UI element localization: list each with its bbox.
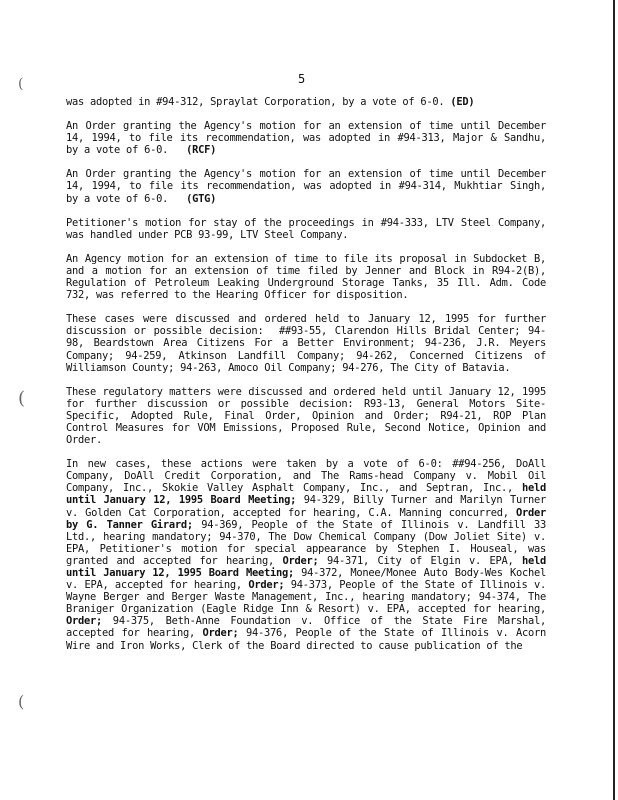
- margin-mark: (: [18, 692, 25, 711]
- text-run: An Order granting the Agency's motion for an extension of time until December 14, 1994, to file its recommendation, was adopted in #94-313, Major & Sandhu, by a vote of 6-0.: [66, 120, 553, 157]
- document-body: [66, 96, 553, 664]
- margin-mark: (: [18, 76, 24, 92]
- bold-text-run: (RCF): [186, 144, 217, 157]
- paragraph: [66, 216, 553, 241]
- scan-edge: [613, 0, 615, 800]
- text-run: An Agency motion for an extension of time to file its proposal in Subdocket B, and a motion for an extension of time filed by Jenner and Block in R94-2(B), Regulation of Petroleum Leaking Underground Storage Tanks, 35 Ill. Adm. Code 732, was referred to the Hearing Officer for disposition.: [66, 252, 553, 302]
- text-run: 94-376, People of the State of Illinois v. Acorn Wire and Iron Works, Clerk of the Board directed to cause publication of the: [66, 627, 553, 652]
- bold-text-run: held until January 12, 1995 Board Meeting;: [66, 554, 552, 579]
- bold-text-run: Order;: [282, 554, 319, 567]
- bold-text-run: Order by G. Tanner Girard;: [66, 506, 553, 531]
- page-number: 5: [298, 72, 306, 86]
- text-run: 94-375, Beth-Anne Foundation v. Office of the State Fire Marshal, accepted for hearing,: [66, 615, 553, 640]
- paragraph: [66, 120, 553, 157]
- paragraph: [66, 313, 553, 374]
- paragraph: [66, 252, 553, 302]
- bold-text-run: held until January 12, 1995 Board Meeting;: [66, 482, 553, 507]
- text-run: These regulatory matters were discussed and ordered held until January 12, 1995 for further discussion or possible decision: R93-13, General Motors Site-Specific, Adopted Rule, Final Order, Opinion and Order; R94-21, ROP Plan Control Measures for VOM Emissions, Proposed Rule, Second Notice, Opinion and Order.: [66, 385, 553, 447]
- text-run: 94-329, Billy Turner and Marilyn Turner v. Golden Cat Corporation, accepted for hearing, C.A. Manning concurred,: [66, 494, 553, 519]
- paragraph: [66, 385, 553, 447]
- bold-text-run: (ED): [450, 96, 475, 108]
- paragraph: [66, 168, 553, 205]
- bold-text-run: Order;: [66, 615, 103, 628]
- text-run: 94-373, People of the State of Illinois v. Wayne Berger and Berger Waste Management, Inc., hearing mandatory; 94-374, The Braniger Organization (Eagle Ridge Inn & Resort) v. EPA, accepted for hearing,: [66, 579, 553, 616]
- text-run: 94-372, Monee/Monee Auto Body-Wes Kochel v. EPA, accepted for hearing,: [66, 567, 553, 592]
- text-run: was adopted in #94-312, Spraylat Corporation, by a vote of 6-0.: [66, 96, 451, 108]
- paragraph: [66, 96, 546, 108]
- text-run: An Order granting the Agency's motion for an extension of time until December 14, 1994, to file its recommendation, was adopted in #94-314, Mukhtiar Singh, by a vote of 6-0.: [66, 168, 553, 205]
- text-run: These cases were discussed and ordered held to January 12, 1995 for further discussion or possible decision: ##93-55, Clarendon Hills Bridal Center; 94-98, Beardstown Area Citizens For a Better Environment; 94-236, J.R. Meyers Company; 94-259, Atkinson Landfill Company; 94-262, Concerned Citizens of Williamson County; 94-263, Amoco Oil Company; 94-276, The City of Batavia.: [66, 313, 553, 374]
- text-run: 94-371, City of Elgin v. EPA,: [318, 554, 522, 567]
- margin-mark: (: [18, 388, 26, 409]
- paragraph: [66, 458, 553, 652]
- text-run: In new cases, these actions were taken by a vote of 6-0: ##94-256, DoAll Company, DoAll Credit Corporation, and The Rams-head Company v. Mobil Oil Company, Inc., Skokie Valley Asphalt Company, Inc., and Septran, Inc.,: [66, 458, 553, 495]
- text-run: Petitioner's motion for stay of the proceedings in #94-333, LTV Steel Company, was handled under PCB 93-99, LTV Steel Company.: [66, 216, 553, 241]
- bold-text-run: Order;: [248, 579, 285, 592]
- text-run: 94-369, People of the State of Illinois v. Landfill 33 Ltd., hearing mandatory; 94-370, The Dow Chemical Company (Dow Joliet Site) v. EPA, Petitioner's motion for special appearance by Stephen I. Houseal, was granted and accepted for hearing,: [66, 518, 553, 567]
- bold-text-run: (GTG): [186, 192, 217, 205]
- bold-text-run: Order;: [202, 627, 239, 640]
